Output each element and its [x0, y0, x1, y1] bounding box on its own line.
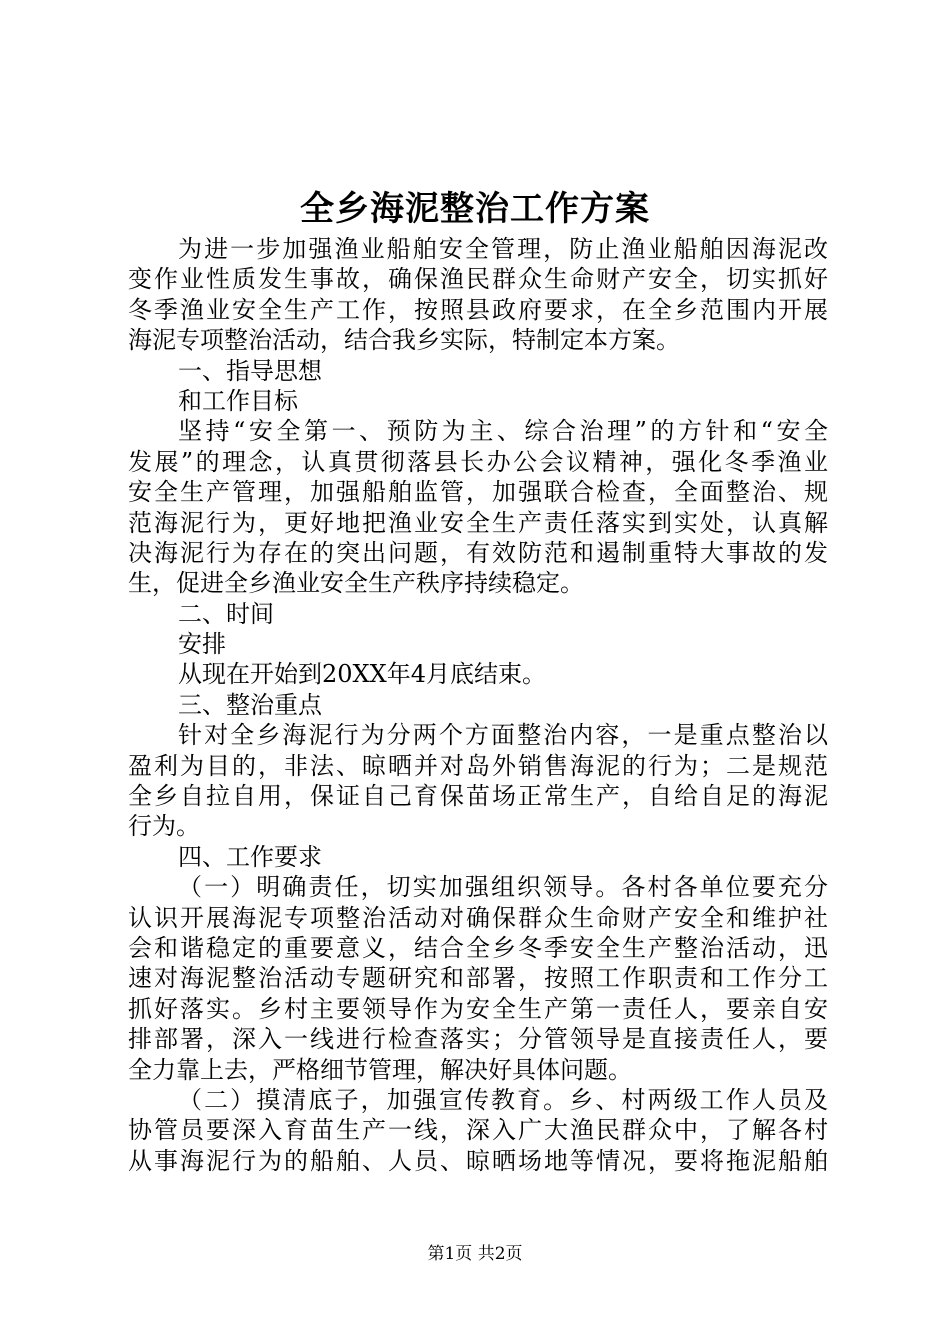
text-line: （二）摸清底子，加强宣传教育。乡、村两级工作人员及: [178, 1085, 828, 1114]
text-line: 安全生产管理，加强船舶监管，加强联合检查，全面整治、规: [128, 478, 828, 507]
text-line: 生，促进全乡渔业安全生产秩序持续稳定。: [128, 569, 584, 598]
text-line: 会和谐稳定的重要意义，结合全乡冬季安全生产整治活动，迅: [128, 933, 828, 962]
text-line: 盈利为目的，非法、晾晒并对岛外销售海泥的行为；二是规范: [128, 751, 828, 780]
text-line: 从现在开始到20XX年4月底结束。: [178, 660, 546, 689]
text-line: 安排: [178, 630, 226, 659]
text-line: 行为。: [128, 812, 200, 841]
text-line: 四、工作要求: [178, 842, 322, 871]
page-footer: 第1页 共2页: [427, 1244, 523, 1264]
text-line: 为进一步加强渔业船舶安全管理，防止渔业船舶因海泥改: [178, 235, 828, 263]
text-line: 范海泥行为，更好地把渔业安全生产责任落实到实处，认真解: [128, 508, 828, 537]
text-line: 决海泥行为存在的突出问题，有效防范和遏制重特大事故的发: [128, 538, 828, 567]
text-line: 全力靠上去，严格细节管理，解决好具体问题。: [128, 1055, 632, 1084]
text-line: 二、时间: [178, 599, 274, 628]
text-line: 认识开展海泥专项整治活动对确保群众生命财产安全和维护社: [128, 903, 828, 932]
text-line: （一）明确责任，切实加强组织领导。各村各单位要充分: [178, 873, 828, 902]
document-body: [128, 234, 828, 1176]
text-line: 协管员要深入育苗生产一线，深入广大渔民群众中，了解各村: [128, 1116, 828, 1145]
document-title: 全乡海泥整治工作方案: [300, 189, 650, 229]
text-line: 坚持“安全第一、预防为主、综合治理”的方针和“安全: [178, 417, 828, 446]
text-line: 和工作目标: [178, 386, 298, 415]
text-line: 一、指导思想: [178, 356, 322, 385]
text-line: 冬季渔业安全生产工作，按照县政府要求，在全乡范围内开展: [128, 295, 828, 324]
text-line: 海泥专项整治活动，结合我乡实际，特制定本方案。: [128, 326, 680, 355]
text-line: 全乡自拉自用，保证自己育保苗场正常生产，自给自足的海泥: [128, 782, 828, 811]
text-line: 三、整治重点: [178, 690, 322, 719]
text-line: 发展”的理念，认真贯彻落县长办公会议精神，强化冬季渔业: [128, 447, 828, 476]
text-line: 变作业性质发生事故，确保渔民群众生命财产安全，切实抓好: [128, 265, 828, 294]
text-line: 速对海泥整治活动专题研究和部署，按照工作职责和工作分工: [128, 964, 828, 993]
text-line: 抓好落实。乡村主要领导作为安全生产第一责任人，要亲自安: [128, 994, 828, 1023]
text-line: 从事海泥行为的船舶、人员、晾晒场地等情况，要将拖泥船舶: [128, 1146, 828, 1175]
text-line: 针对全乡海泥行为分两个方面整治内容，一是重点整治以: [178, 721, 828, 750]
text-line: 排部署，深入一线进行检查落实；分管领导是直接责任人，要: [128, 1025, 828, 1054]
